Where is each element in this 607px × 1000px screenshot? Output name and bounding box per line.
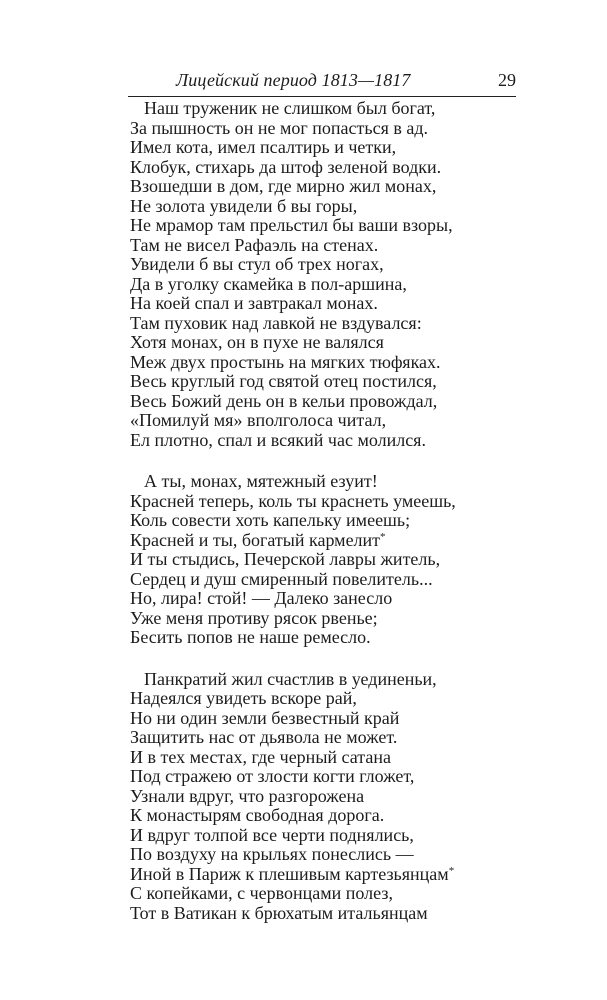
poem-line-text: Меж двух простынь на мягких тюфяках. <box>130 351 441 372</box>
poem-line-text: Клобук, стихарь да штоф зеленой водки. <box>130 156 442 177</box>
poem-line-text: К монастырям свободная дорога. <box>130 805 385 825</box>
poem-line-text: Под стражею от злости когти гложет, <box>130 766 415 786</box>
poem-line-text: Там пуховик над лавкой не вздувался: <box>130 312 422 333</box>
poem-line <box>130 709 530 729</box>
poem-line <box>130 570 530 590</box>
poem-line <box>130 806 530 826</box>
poem-line-text: Но ни один земли безвестный край <box>130 707 400 728</box>
poem-line <box>130 314 530 334</box>
poem-line-text: Уже меня противу рясок рвенье; <box>130 607 378 628</box>
poem-line-text: За пышность он не мог попасться в ад. <box>130 117 429 138</box>
poem-line <box>130 138 530 158</box>
poem-line <box>130 411 530 431</box>
running-title: Лицейский период 1813—1817 <box>176 70 411 90</box>
poem-line <box>130 99 530 119</box>
poem-line-text: С копейками, с червонцами полез, <box>130 883 393 903</box>
poem-line-text: И ты стыдись, Печерской лавры житель, <box>130 549 441 569</box>
poem-line-text: Не мрамор там прельстил бы ваши взоры, <box>130 215 453 235</box>
poem-line-text: Сердец и душ смиренный повелитель... <box>130 568 433 589</box>
poem-line <box>130 333 530 353</box>
poem-line-text: Увидели б вы стул об трех ногах, <box>130 254 384 274</box>
poem-line-text: Но, лира! стой! — Далеко занесло <box>130 588 393 608</box>
poem-line <box>130 255 530 275</box>
poem-line <box>130 472 530 492</box>
poem-line <box>130 628 530 648</box>
poem-line <box>130 492 530 512</box>
poem-line <box>130 216 530 236</box>
poem-line <box>130 531 530 551</box>
poem-line <box>130 236 530 256</box>
poem-line <box>130 372 530 392</box>
poem-line-text: Там не висел Рафаэль на стенах. <box>130 234 379 255</box>
poem-line-text: По воздуху на крыльях понеслись — <box>130 844 414 864</box>
poem-line <box>130 294 530 314</box>
poem-line <box>130 826 530 846</box>
poem-line-text: Панкратий жил счастлив в уединеньи, <box>144 668 437 689</box>
stanza <box>130 472 530 648</box>
poem-line <box>130 511 530 531</box>
poem-line <box>130 689 530 709</box>
poem-line-text: Наш труженик не слишком был богат, <box>144 98 436 118</box>
poem-line-text: А ты, монах, мятежный езуит! <box>144 471 378 491</box>
poem-line-text: Хотя монах, он в пухе не валялся <box>130 332 384 352</box>
poem-line <box>130 845 530 865</box>
poem-line <box>130 177 530 197</box>
page-number: 29 <box>498 70 516 90</box>
poem-line-text: Взошедши в дом, где мирно жил монах, <box>130 176 437 196</box>
footnote-mark: * <box>448 864 455 877</box>
poem-line-text: Защитить нас от дьявола не может. <box>130 727 398 747</box>
poem-line-text: Весь круглый год святой отец постился, <box>130 371 437 391</box>
poem-line-text: На коей спал и завтракал монах. <box>130 293 378 313</box>
poem-line-text: Узнали вдруг, что разгорожена <box>130 785 365 806</box>
poem-line <box>130 431 530 451</box>
poem-line <box>130 550 530 570</box>
poem-line-text: Коль совести хоть капельку имеешь; <box>130 510 411 530</box>
poem-line-text: Надеялся увидеть вскоре рай, <box>130 688 357 708</box>
poem-line-text: Имел кота, имел псалтирь и четки, <box>130 137 397 157</box>
poem-line-text: Красней и ты, богатый кармелит <box>130 529 381 550</box>
poem-line <box>130 865 530 885</box>
poem-line-text: Ел плотно, спал и всякий час молился. <box>130 429 426 450</box>
poem-line-text: И в тех местах, где черный сатана <box>130 746 391 767</box>
poem-line-text: Да в уголку скамейка в пол-аршина, <box>130 273 407 294</box>
running-header <box>128 66 516 97</box>
poem-line-text: Красней теперь, коль ты краснеть умеешь, <box>130 490 456 511</box>
poem-line <box>130 787 530 807</box>
poem-line-text: «Помилуй мя» вполголоса читал, <box>130 410 387 430</box>
poem-line <box>130 197 530 217</box>
poem-line <box>130 748 530 768</box>
poem-line-text: Не золота увидели б вы горы, <box>130 195 358 216</box>
poem-line <box>130 392 530 412</box>
poem-body <box>130 99 530 923</box>
poem-line-text: Иной в Париж к плешивым картезьянцам <box>130 863 449 884</box>
poem-line <box>130 904 530 924</box>
poem-line-text: И вдруг толпой все черти поднялись, <box>130 824 414 845</box>
poem-line <box>130 119 530 139</box>
poem-line <box>130 884 530 904</box>
poem-line <box>130 589 530 609</box>
stanza <box>130 670 530 924</box>
poem-line-text: Тот в Ватикан к брюхатым итальянцам <box>130 902 428 923</box>
poem-line <box>130 275 530 295</box>
poem-line <box>130 158 530 178</box>
stanza <box>130 99 530 450</box>
poem-line <box>130 670 530 690</box>
footnote-mark: * <box>380 530 386 543</box>
poem-line <box>130 728 530 748</box>
poem-line-text: Весь Божий день он в кельи провождал, <box>130 390 438 411</box>
poem-line <box>130 609 530 629</box>
poem-line <box>130 353 530 373</box>
poem-line <box>130 767 530 787</box>
poem-line-text: Бесить попов не наше ремесло. <box>130 627 371 647</box>
